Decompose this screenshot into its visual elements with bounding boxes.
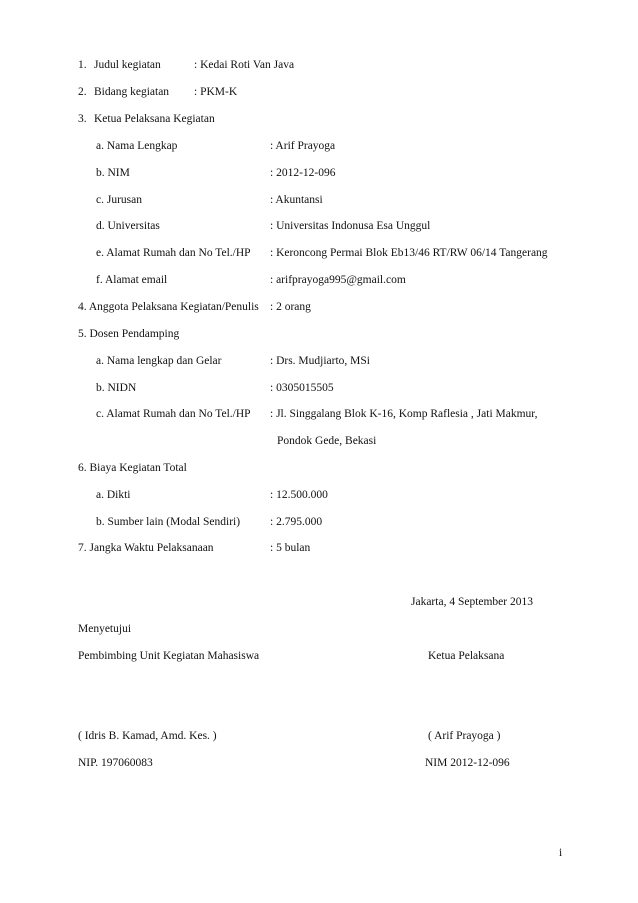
ketua-alamat-label: e. Alamat Rumah dan No Tel./HP	[96, 247, 251, 259]
ketua-nim-value: : 2012-12-096	[270, 167, 336, 179]
item-ketua	[78, 112, 87, 126]
ketua-universitas-value: : Universitas Indonusa Esa Unggul	[270, 220, 431, 232]
item-number: 3.	[78, 113, 87, 125]
item-anggota-value: : 2 orang	[270, 301, 311, 313]
ketua-nim-label: b. NIM	[96, 167, 130, 179]
dosen-alamat-value-continued: Pondok Gede, Bekasi	[277, 435, 377, 447]
item-bidang	[78, 85, 87, 99]
item-bidang-label: Bidang kegiatan	[94, 86, 170, 98]
item-number: 1.	[78, 59, 87, 71]
dosen-nidn-label: b. NIDN	[96, 382, 137, 394]
ketua-alamat-value: : Keroncong Permai Blok Eb13/46 RT/RW 06/14 Tangerang	[270, 247, 548, 259]
biaya-dikti-value: : 12.500.000	[270, 489, 328, 501]
item-anggota-label: 4. Anggota Pelaksana Kegiatan/Penulis	[78, 301, 259, 313]
dosen-alamat-label: c. Alamat Rumah dan No Tel./HP	[96, 408, 251, 420]
ketua-nama-label: a. Nama Lengkap	[96, 140, 178, 152]
ketua-universitas-label: d. Universitas	[96, 220, 160, 232]
item-bidang-value: : PKM-K	[194, 86, 238, 98]
item-ketua-label: Ketua Pelaksana Kegiatan	[94, 113, 215, 125]
place-date: Jakarta, 4 September 2013	[411, 596, 533, 608]
item-judul	[78, 58, 87, 72]
ketua-email-value: : arifprayoga995@gmail.com	[270, 274, 406, 286]
left-signer-role: Pembimbing Unit Kegiatan Mahasiswa	[78, 650, 260, 662]
item-dosen-label: 5. Dosen Pendamping	[78, 328, 180, 340]
biaya-lain-value: : 2.795.000	[270, 516, 323, 528]
ketua-jurusan-value: : Akuntansi	[270, 194, 323, 206]
item-judul-label: Judul kegiatan	[94, 59, 161, 71]
right-signer-id: NIM 2012-12-096	[425, 757, 510, 769]
item-jangka-label: 7. Jangka Waktu Pelaksanaan	[78, 542, 214, 554]
item-jangka-value: : 5 bulan	[270, 542, 311, 554]
right-signer-role: Ketua Pelaksana	[428, 650, 505, 662]
biaya-dikti-label: a. Dikti	[96, 489, 131, 501]
left-signer-id: NIP. 197060083	[78, 757, 153, 769]
item-biaya-label: 6. Biaya Kegiatan Total	[78, 462, 187, 474]
dosen-nidn-value: : 0305015505	[270, 382, 334, 394]
ketua-email-label: f. Alamat email	[96, 274, 168, 286]
approval-heading: Menyetujui	[78, 623, 132, 635]
left-signer-name: ( Idris B. Kamad, Amd. Kes. )	[78, 730, 217, 742]
item-judul-value: : Kedai Roti Van Java	[194, 59, 295, 71]
dosen-nama-label: a. Nama lengkap dan Gelar	[96, 355, 222, 367]
ketua-jurusan-label: c. Jurusan	[96, 194, 142, 206]
right-signer-name: ( Arif Prayoga )	[428, 730, 501, 742]
biaya-lain-label: b. Sumber lain (Modal Sendiri)	[96, 516, 241, 528]
page-number: i	[559, 847, 563, 859]
dosen-nama-value: : Drs. Mudjiarto, MSi	[270, 355, 370, 367]
ketua-nama-value: : Arif Prayoga	[270, 140, 336, 152]
dosen-alamat-value: : Jl. Singgalang Blok K-16, Komp Raflesia , Jati Makmur,	[270, 408, 538, 420]
item-number: 2.	[78, 86, 87, 98]
